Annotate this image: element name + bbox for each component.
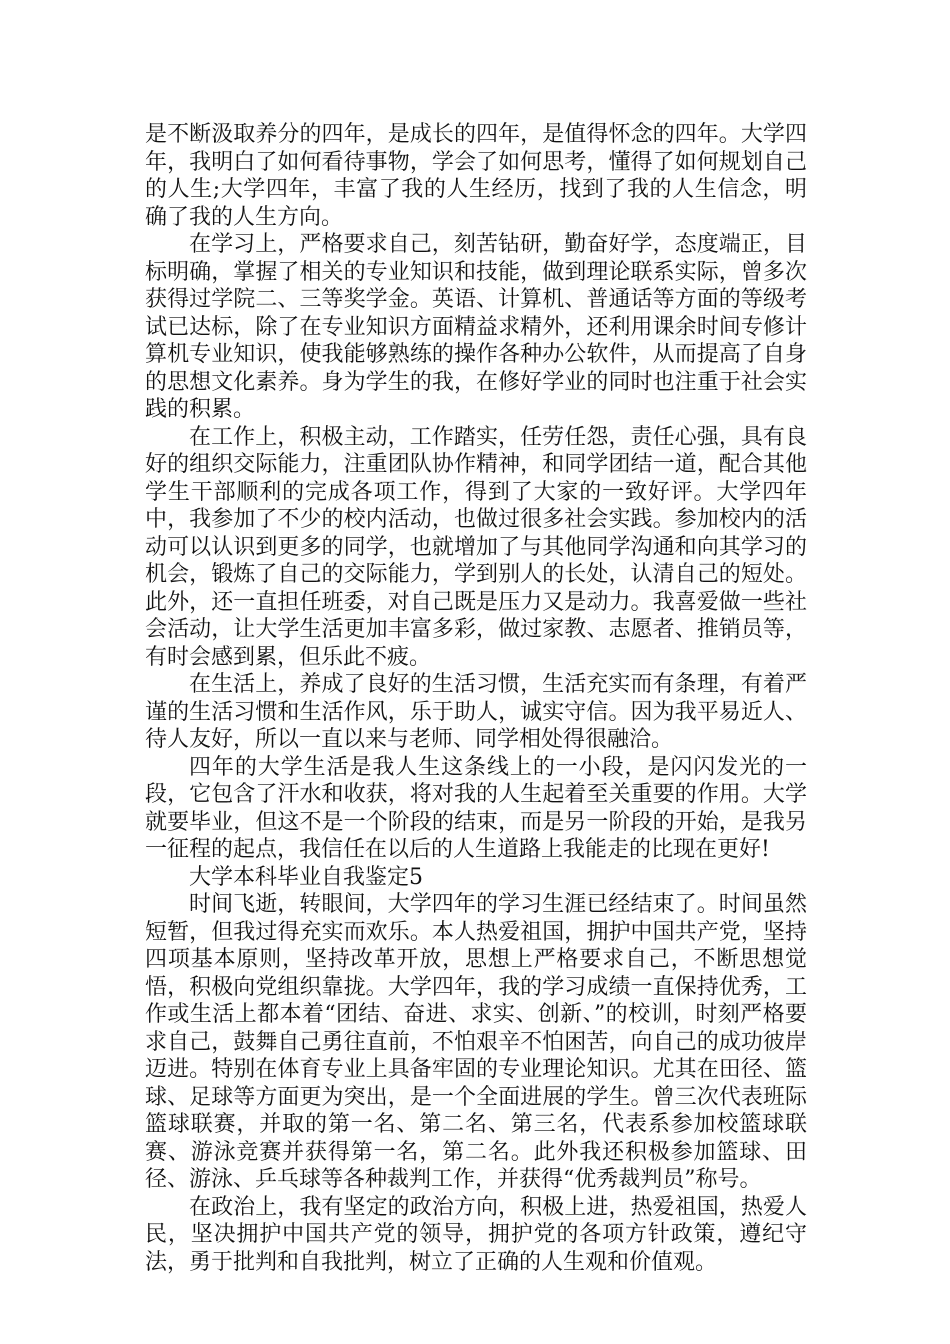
section-heading: 大学本科毕业自我鉴定5	[189, 864, 423, 890]
paragraph-work: 在工作上，积极主动，工作踏实，任劳任怨，责任心强，具有良好的组织交际能力，注重团队协作精神，和同学团结一道，配合其他学生干部顺利的完成各项工作，得到了大家的一致好评。大学四年中，我参加了不少的校内活动，也做过很多社会实践。参加校内的活动可以认识到更多的同学，也就增加了与其他同学沟通和向其学习的机会，锻炼了自己的交际能力，学到别人的长处，认清自己的短处。此外，还一直担任班委，对自己既是压力又是动力。我喜爱做一些社会活动，让大学生活更加丰富多彩，做过家教、志愿者、推销员等，有时会感到累，但乐此不疲。	[145, 424, 807, 670]
paragraph-study: 在学习上，严格要求自己，刻苦钻研，勤奋好学，态度端正，目标明确，掌握了相关的专业知识和技能，做到理论联系实际，曾多次获得过学院二、三等奖学金。英语、计算机、普通话等方面的等级考试已达标，除了在专业知识方面精益求精外，还利用课余时间专修计算机专业知识，使我能够熟练的操作各种办公软件，从而提高了自身的思想文化素养。身为学生的我，在修好学业的同时也注重于社会实践的积累。	[145, 232, 807, 422]
paragraph-continuation: 是不断汲取养分的四年，是成长的四年，是值得怀念的四年。大学四年，我明白了如何看待事物，学会了如何思考，懂得了如何规划自己的人生;大学四年，丰富了我的人生经历，找到了我的人生信念，明确了我的人生方向。	[145, 122, 807, 230]
paragraph-summary: 四年的大学生活是我人生这条线上的一小段，是闪闪发光的一段，它包含了汗水和收获，将对我的人生起着至关重要的作用。大学就要毕业，但这不是一个阶段的结束，而是另一阶段的开始，是我另一征程的起点，我信任在以后的人生道路上我能走的比现在更好!	[145, 754, 807, 862]
document-body	[145, 121, 807, 1276]
paragraph-section5-intro: 时间飞逝，转眼间，大学四年的学习生涯已经结束了。时间虽然短暂，但我过得充实而欢乐。本人热爱祖国，拥护中国共产党，坚持四项基本原则，坚持改革开放，思想上严格要求自己，不断思想觉悟，积极向党组织靠拢。大学四年，我的学习成绩一直保持优秀，工作或生活上都本着“团结、奋进、求实、创新、”的校训，时刻严格要求自己，鼓舞自己勇往直前，不怕艰辛不怕困苦，向自己的成功彼岸迈进。特别在体育专业上具备牢固的专业理论知识。尤其在田径、篮球、足球等方面更为突出，是一个全面进展的学生。曾三次代表班际篮球联赛，并取的第一名、第二名、第三名，代表系参加校篮球联赛、游泳竞赛并获得第一名，第二名。此外我还积极参加篮球、田径、游泳、乒乓球等各种裁判工作，并获得“优秀裁判员”称号。	[145, 892, 807, 1192]
paragraph-politics: 在政治上，我有坚定的政治方向，积极上进，热爱祖国，热爱人民，坚决拥护中国共产党的领导，拥护党的各项方针政策，遵纪守法，勇于批判和自我批判，树立了正确的人生观和价值观。	[145, 1194, 807, 1275]
paragraph-life: 在生活上，养成了良好的生活习惯，生活充实而有条理，有着严谨的生活习惯和生活作风，乐于助人，诚实守信。因为我平易近人、待人友好，所以一直以来与老师、同学相处得很融洽。	[145, 672, 807, 752]
